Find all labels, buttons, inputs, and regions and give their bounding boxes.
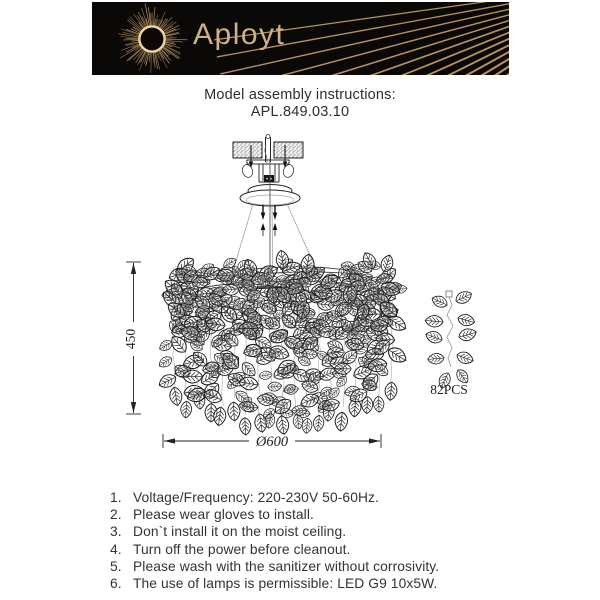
leaf-icon: [427, 353, 444, 365]
leaf-icon: [183, 370, 203, 383]
leaf-icon: [457, 313, 476, 328]
item-number: 6.: [110, 576, 122, 592]
item-number: 2.: [110, 507, 122, 523]
leaf-icon: [455, 350, 475, 366]
banner-art: [92, 2, 509, 75]
model-number: APL.849.03.10: [250, 103, 350, 120]
item-text: Please wear gloves to install.: [133, 507, 314, 523]
instruction-item: [110, 541, 580, 558]
leaf-icon: [259, 370, 273, 380]
item-text: Turn off the power before cleanout.: [133, 541, 351, 557]
leaf-icon: [275, 415, 290, 435]
instruction-item: [110, 523, 580, 540]
item-text: Voltage/Frequency: 220-230V 50-60Hz.: [133, 490, 379, 505]
item-text: Please wash with the sanitizer without corrosivity.: [133, 558, 440, 574]
ceiling-plate: [233, 135, 303, 169]
leaf-icon: [457, 327, 477, 343]
leaf-icon: [454, 289, 474, 306]
leaf-icon: [157, 354, 174, 370]
title-block: [0, 87, 600, 120]
instruction-list: [110, 489, 580, 592]
instruction-item: [110, 489, 580, 506]
item-text: Don`t install it on the moist ceiling.: [133, 524, 347, 540]
leaf-icon: [334, 411, 348, 431]
item-number: 4.: [110, 541, 122, 557]
leaf-icon: [180, 401, 192, 419]
leaf-icon: [425, 315, 444, 328]
instruction-item: [110, 558, 580, 575]
leaf-icon: [227, 402, 240, 422]
instruction-item: [110, 575, 580, 592]
assembly-diagram: [0, 130, 600, 482]
leaf-icon: [239, 417, 251, 435]
cable-grippers: [261, 205, 278, 236]
instruction-item: [110, 506, 580, 523]
leaf-strand-detail: [424, 289, 478, 390]
leaf-icon: [424, 329, 444, 345]
leaf-icon: [312, 415, 324, 432]
sunburst-logo-icon: [118, 3, 187, 72]
item-number: 1.: [110, 490, 122, 505]
brand-banner: [92, 2, 509, 75]
sheet-title: Model assembly instructions:: [204, 87, 396, 103]
dim-diameter-label: Ø600: [255, 434, 289, 450]
leaf-icon: [168, 386, 183, 406]
leaf-icon: [373, 396, 384, 412]
brand-logo-text: Aployt: [193, 18, 286, 51]
leaf-icon: [267, 381, 282, 391]
pieces-count-label: 82PCS: [430, 382, 468, 397]
item-text: The use of lamps is permissible: LED G9 10x5W.: [133, 576, 438, 592]
item-number: 3.: [110, 524, 122, 540]
item-number: 5.: [110, 558, 122, 574]
dim-height-label: 450: [123, 328, 138, 350]
leaf-icon: [384, 381, 398, 400]
leaf-cluster: [157, 250, 410, 436]
